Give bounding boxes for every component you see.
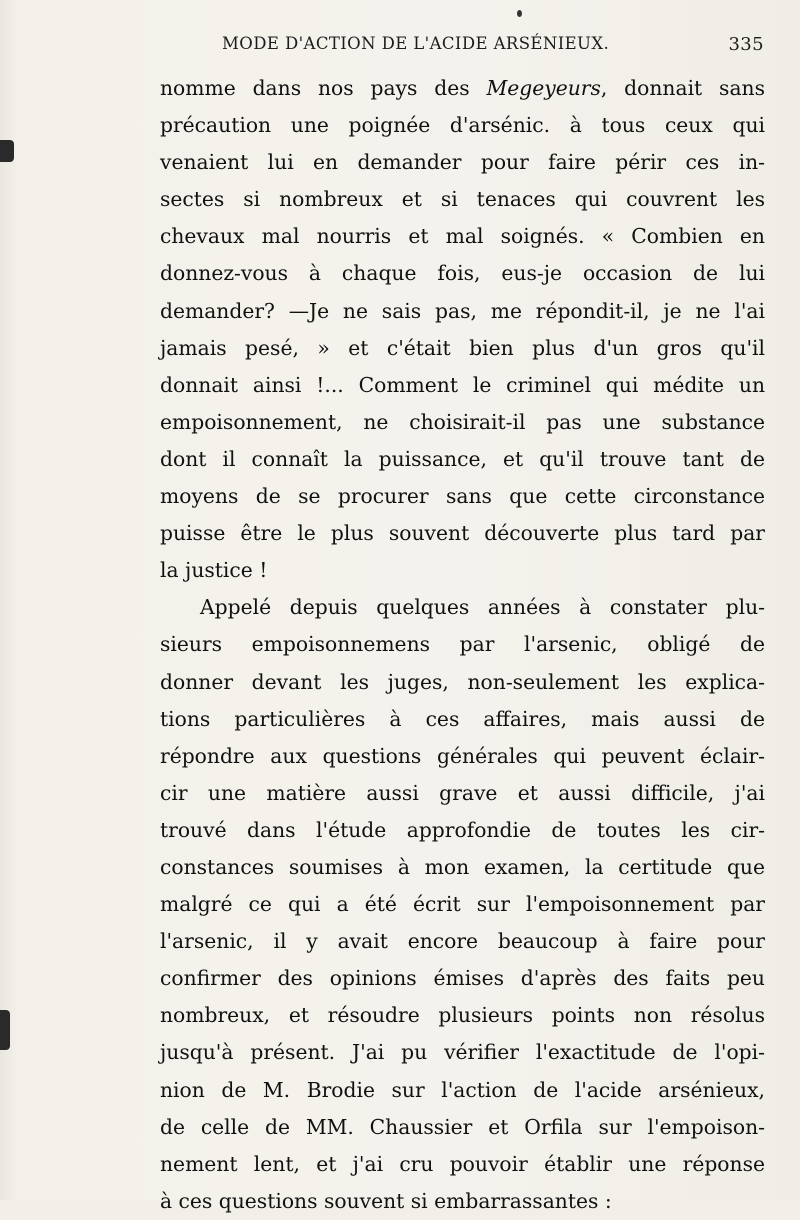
text-line: malgré ce qui a été écrit sur l'empoisonnement par (160, 892, 765, 917)
text-line: chevaux mal nourris et mal soignés. « Combien en (160, 224, 765, 249)
text-line: nion de M. Brodie sur l'action de l'acide arsénieux, (160, 1077, 765, 1102)
text-line: nement lent, et j'ai cru pouvoir établir une réponse (160, 1151, 765, 1176)
text-line: donner devant les juges, non-seulement les explica- (160, 669, 765, 694)
running-header (222, 34, 770, 60)
text-line: Appelé depuis quelques années à constater plu- (200, 595, 765, 620)
text-line: la justice ! (160, 558, 268, 583)
text-line: moyens de se procurer sans que cette circonstance (160, 484, 765, 509)
binding-mark (0, 140, 14, 162)
text-line: de celle de MM. Chaussier et Orfila sur l'empoison- (160, 1114, 765, 1139)
text-line: répondre aux questions générales qui peuvent éclair- (160, 743, 765, 768)
text-line: jamais pesé, » et c'était bien plus d'un gros qu'il (160, 335, 765, 360)
text-line: donnez-vous à chaque fois, eus-je occasion de lui (160, 261, 765, 286)
text-line: sieurs empoisonnemens par l'arsenic, obligé de (160, 632, 765, 657)
text-run: , donnait sans (600, 76, 766, 100)
text-line: donnait ainsi !... Comment le criminel qui médite un (160, 372, 765, 397)
paragraph (160, 589, 765, 1220)
text-line: empoisonnement, ne choisirait-il pas une substance (160, 409, 765, 434)
body-text (160, 70, 765, 1220)
text-line: venaient lui en demander pour faire périr ces in- (160, 150, 765, 175)
text-line: constances soumises à mon examen, la certitude que (160, 854, 765, 879)
text-line: nombreux, et résoudre plusieurs points non résolus (160, 1003, 765, 1028)
text-line: sectes si nombreux et si tenaces qui couvrent les (160, 187, 765, 212)
running-title: MODE D'ACTION DE L'ACIDE ARSÉNIEUX. (222, 34, 610, 53)
text-line: puisse être le plus souvent découverte plus tard par (160, 521, 765, 546)
text-line: à ces questions souvent si embarrassantes : (160, 1188, 612, 1213)
print-dot (517, 10, 522, 17)
text-run: nomme dans nos pays des (160, 76, 487, 100)
text-line: l'arsenic, il y avait encore beaucoup à faire pour (160, 929, 765, 954)
text-line: tions particulières à ces affaires, mais aussi de (160, 706, 765, 731)
text-line: dont il connaît la puissance, et qu'il trouve tant de (160, 446, 765, 471)
text-line (160, 70, 765, 107)
text-line: jusqu'à présent. J'ai pu vérifier l'exactitude de l'opi- (160, 1040, 765, 1065)
text-line: confirmer des opinions émises d'après des faits peu (160, 966, 765, 991)
text-line: trouvé dans l'étude approfondie de toutes les cir- (160, 817, 765, 842)
text-line: demander? —Je ne sais pas, me répondit-il, je ne l'ai (160, 298, 765, 323)
binding-mark (0, 1010, 10, 1050)
text-line: précaution une poignée d'arsénic. à tous ceux qui (160, 113, 765, 138)
text-line: cir une matière aussi grave et aussi difficile, j'ai (160, 780, 765, 805)
italic-term: Megeyeurs (486, 76, 601, 100)
page-number: 335 (728, 34, 764, 55)
paragraph (160, 70, 765, 589)
